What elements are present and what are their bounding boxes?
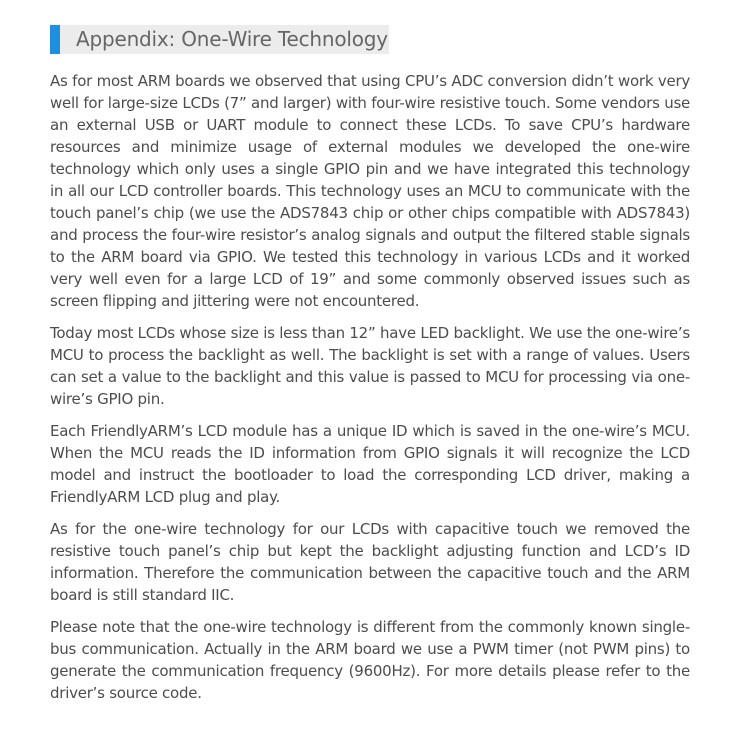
heading-title: Appendix: One-Wire Technology: [76, 27, 388, 51]
appendix-body: [50, 70, 690, 714]
heading-accent-bar: [50, 25, 60, 54]
paragraph-lcd-id: Each FriendlyARM’s LCD module has a unique ID which is saved in the one-wire’s MCU. When the MCU reads the ID information from GPIO signals it will recognize the LCD model and instruct the bootloader to load the corresponding LCD driver, making a FriendlyARM LCD plug and play.: [50, 422, 690, 506]
section-heading: [50, 25, 389, 54]
paragraph-adc-touch: As for most ARM boards we observed that using CPU’s ADC conversion didn’t work very well for large-size LCDs (7” and larger) with four-wire resistive touch. Some vendors use an external USB or UART module to connect these LCDs. To save CPU’s hardware resources and minimize usage of external modules we developed the one-wire technology which only uses a single GPIO pin and we have integrated this technology in all our LCD controller boards. This technology uses an MCU to communicate with the touch panel’s chip (we use the ADS7843 chip or other chips compatible with ADS7843) and process the four-wire resistor’s analog signals and output the filtered stable signals to the ARM board via GPIO. We tested this technology in various LCDs and it worked very well even for a large LCD of 19” and some commonly observed issues such as screen flipping and jittering were not encountered.: [50, 72, 690, 310]
paragraph-single-bus-note: Please note that the one-wire technology is different from the commonly known single-bus communication. Actually in the ARM board we use a PWM timer (not PWM pins) to generate the communication frequency (9600Hz). For more details please refer to the driver’s source code.: [50, 618, 690, 702]
paragraph-capacitive-touch: As for the one-wire technology for our LCDs with capacitive touch we removed the resistive touch panel’s chip but kept the backlight adjusting function and LCD’s ID information. Therefore the communication between the capacitive touch and the ARM board is still standard IIC.: [50, 520, 690, 604]
paragraph-backlight: Today most LCDs whose size is less than 12” have LED backlight. We use the one-wire’s MCU to process the backlight as well. The backlight is set with a range of values. Users can set a value to the backlight and this value is passed to MCU for processing via one-wire’s GPIO pin.: [50, 324, 690, 408]
